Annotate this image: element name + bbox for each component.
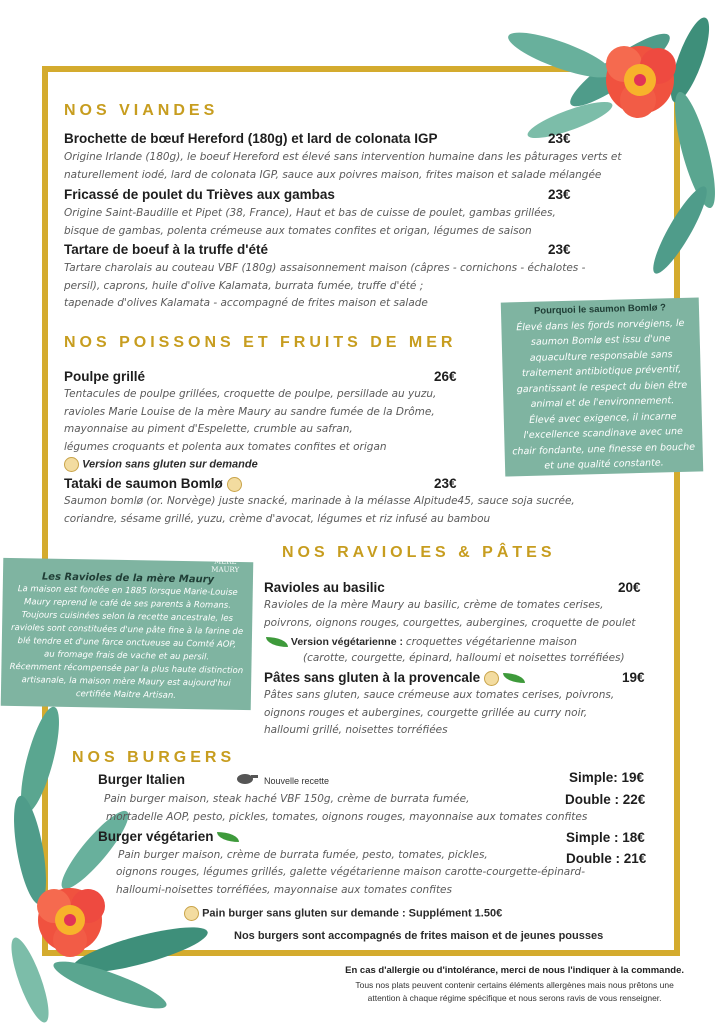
burger-sides-note: Nos burgers sont accompagnés de frites maison et de jeunes pousses xyxy=(234,930,604,942)
burger-double-price: Double : 22€ xyxy=(565,792,646,807)
vegetarian-leaf-icon xyxy=(503,673,525,683)
dish-price: 23€ xyxy=(548,187,571,202)
burger-simple-price: Simple: 19€ xyxy=(569,770,645,785)
dish-description: Ravioles de la mère Maury au basilic, crème de tomates cerises, poivrons, oignons rouges, courgettes, aubergines, croquette de poulet xyxy=(264,599,636,629)
dish-description: Pain burger maison, crème de burrata fumée, pesto, tomates, pickles, xyxy=(118,849,488,861)
dish-description: Tartare charolais au couteau VBF (180g) assaisonnement maison (câpres - cornichons - échalotes - persil), caprons, huile d'olive Kalamata, burrata fumée, truffe d'été ; tapenade d'olives Kalamata - accompagné de frites maison et salade xyxy=(64,262,586,309)
leaf-icon xyxy=(504,24,616,86)
dish-name: Burger Italien xyxy=(98,772,186,787)
dish-name: Fricassé de poulet du Trièves aux gambas xyxy=(64,187,335,202)
dish-name: Tartare de boeuf à la truffe d'été xyxy=(64,242,269,257)
dish-price: 23€ xyxy=(548,131,571,146)
section-title-burgers: NOS BURGERS xyxy=(72,749,236,766)
dish-description: Pain burger maison, steak haché VBF 150g, crème de burrata fumée, mortadelle AOP, pesto, pickles, tomates, oignons rouges, mayonnaise aux tomates confites xyxy=(104,793,588,823)
section-title-viandes: NOS VIANDES xyxy=(64,102,219,119)
dish-description: oignons rouges, légumes grillés, galette végétarienne maison carotte-courgette-épinard- halloumi-noisettes torréfiées, mayonnaise aux tomates confites xyxy=(116,866,585,896)
burger-double-price: Double : 21€ xyxy=(566,851,647,866)
maury-info-title: Les Ravioles de la mère Maury xyxy=(41,571,215,586)
dish-description: Saumon bomlø (or. Norvège) juste snacké, marinade à la mélasse Alpitude45, sauce soja sucrée, coriandre, sésame grillé, yuzu, crème d'avocat, légumes et riz infusé au bambou xyxy=(64,495,575,525)
mere-maury-logo: MÈRE MAURY xyxy=(211,557,240,574)
gluten-free-icon xyxy=(64,457,79,472)
dish-name: Pâtes sans gluten à la provencale xyxy=(264,670,525,686)
dish-price: 23€ xyxy=(548,242,571,257)
dish-name: Burger végétarien xyxy=(98,829,239,844)
hibiscus-flower-icon xyxy=(37,888,105,957)
dish-description: Pâtes sans gluten, sauce crémeuse aux tomates cerises, poivrons, oignons rouges et aubergines, courgette grillée au curry noir, halloumi grillé, noisettes torréfiées xyxy=(264,689,615,736)
section-title-ravioles: NOS RAVIOLES & PÂTES xyxy=(282,544,556,561)
dish-name: Brochette de bœuf Hereford (180g) et lard de colonata IGP xyxy=(64,131,438,146)
dish-price: 23€ xyxy=(434,476,457,491)
dish-description: Tentacules de poulpe grillées, croquette de poulpe, persillade au yuzu, ravioles Marie Louise de la mère Maury au sandre fumée de la Drôme, mayonnaise au piment d'Espelette, crumble au safran, légumes croquants et polenta aux tomates confites et origan xyxy=(64,388,437,453)
hibiscus-flower-icon xyxy=(606,46,676,118)
dish-name: Poulpe grillé xyxy=(64,369,146,384)
gluten-free-icon xyxy=(227,477,242,492)
allergy-footer: En cas d'allergie ou d'intolérance, merci de nous l'indiquer à la commande. Tous nos plats peuvent contenir certains éléments allergènes mais nous prêtons une attention à chaque régime spécifique et nous serons ravis de vous renseigner. xyxy=(345,965,684,1003)
gluten-free-icon xyxy=(484,671,499,686)
bomlo-info-box: Pourquoi le saumon Bomlø ? Élevé dans les fjords norvégiens, le saumon Bomlø est issu d'une aquaculture responsable sans traitement antibiotique préventif, garantissant le respect du bien être animal et de l'environnement. Élevé avec exigence, il incarne l'excellence scandinave avec une chair fondante, une finesse en bouche et une qualité constante. xyxy=(501,297,703,476)
section-title-poissons: NOS POISSONS ET FRUITS DE MER xyxy=(64,334,457,351)
gluten-free-icon xyxy=(184,906,199,921)
burger-gluten-free-note: Pain burger sans gluten sur demande : Supplément 1.50€ xyxy=(184,906,502,921)
dish-price: 26€ xyxy=(434,369,457,384)
dish-description: Origine Irlande (180g), le boeuf Hereford est élevé sans intervention humaine dans les pâturages verts et naturellement iodé, lard de colonata IGP, sauce aux poivres maison, frites maison et salade mélangée xyxy=(64,151,622,181)
leaf-icon xyxy=(645,181,714,279)
bomlo-info-title: Pourquoi le saumon Bomlø ? xyxy=(533,302,667,317)
dish-price: 19€ xyxy=(622,670,645,685)
dish-name: Tataki de saumon Bomlø xyxy=(64,476,242,492)
burger-simple-price: Simple : 18€ xyxy=(566,830,645,845)
dish-price: 20€ xyxy=(618,580,641,595)
vegetarian-note-detail: (carotte, courgette, épinard, halloumi et noisettes torréfiées) xyxy=(303,652,625,664)
vegetarian-leaf-icon xyxy=(217,832,239,842)
dish-name: Ravioles au basilic xyxy=(264,580,385,595)
dish-description: Origine Saint-Baudille et Pipet (38, France), Haut et bas de cuisse de poulet, gambas grillées, bisque de gambas, polenta crémeuse aux tomates confites et origan, légumes de saison xyxy=(64,207,556,237)
new-recipe-badge: Nouvelle recette xyxy=(264,776,330,786)
vegetarian-note: Version végétarienne : croquettes végétarienne maison xyxy=(266,634,577,652)
vegetarian-leaf-icon xyxy=(266,637,288,647)
pan-icon xyxy=(236,771,258,790)
leaf-icon xyxy=(8,794,53,907)
leaf-icon xyxy=(4,934,55,1024)
maury-info-box: MÈRE MAURY Les Ravioles de la mère Maury La maison est fondée en 1885 lorsque Marie-Louise Maury reprend le café de ses parents à Romans. Toujours cuisinées selon la recette ancestrale, les ravioles sont constituées d'une pâte fine à la farine de blé tendre et d'une farce onctueuse au Comté AOP, au fromage frais de vache et au persil. Récemment récompensée par la plus haute distinction artisanale, la maison mère Maury est aujourd'hui certifiée Maitre Artisan. xyxy=(1,558,254,710)
gluten-free-note: Version sans gluten sur demande xyxy=(64,457,258,472)
